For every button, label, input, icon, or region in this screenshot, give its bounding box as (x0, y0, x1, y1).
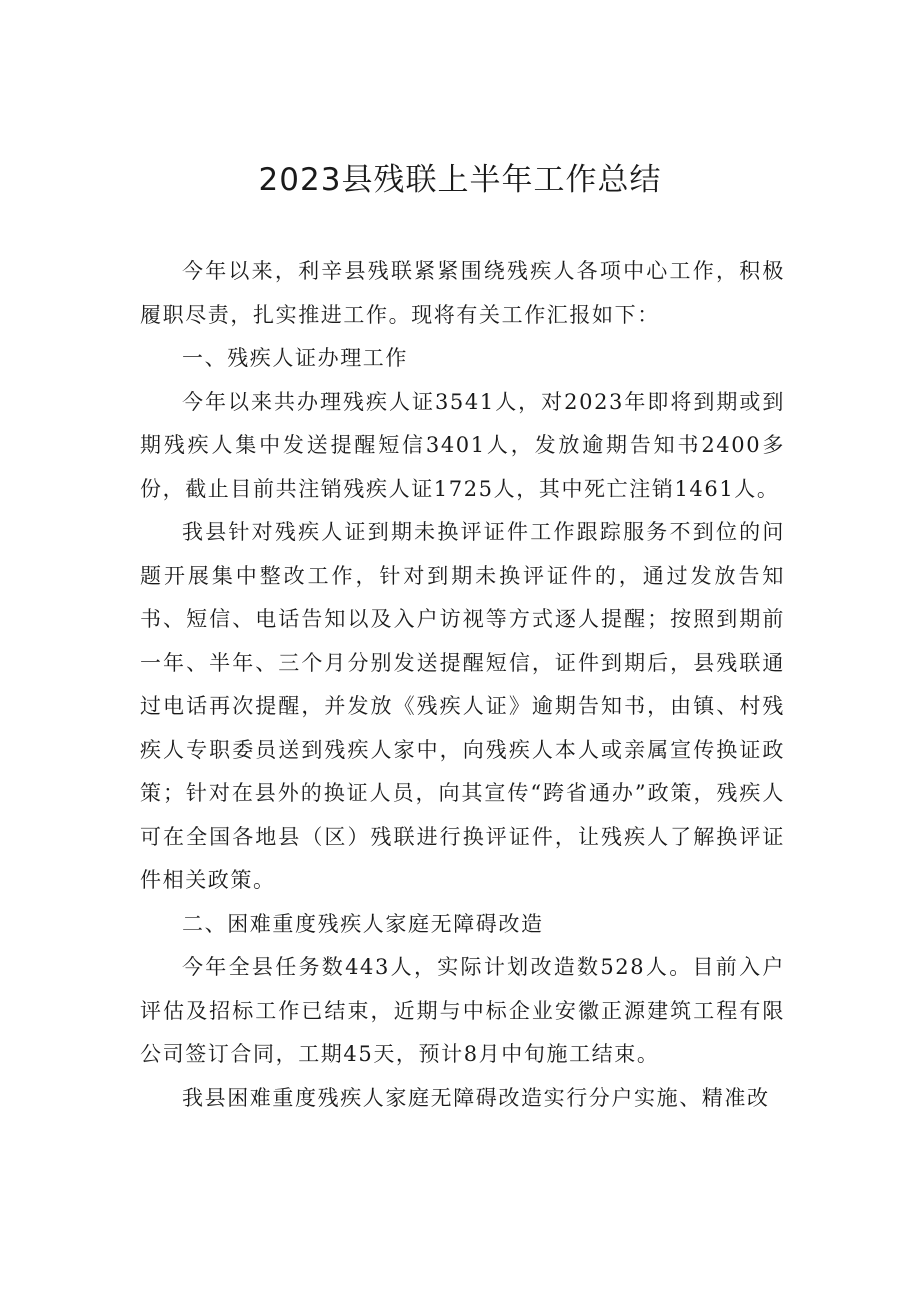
section1-paragraph-1: 今年以来共办理残疾人证3541人，对2023年即将到期或到期残疾人集中发送提醒短信3401人，发放逾期告知书2400多份，截止目前共注销残疾人证1725人，其中死亡注销1461人。 (140, 389, 785, 501)
section1-paragraph-2: 我县针对残疾人证到期未换评证件工作跟踪服务不到位的问题开展集中整改工作，针对到期未换评证件的，通过发放告知书、短信、电话告知以及入户访视等方式逐人提醒；按照到期前一年、半年、三个月分别发送提醒短信，证件到期后，县残联通过电话再次提醒，并发放《残疾人证》逾期告知书，由镇、村残疾人专职委员送到残疾人家中，向残疾人本人或亲属宣传换证政策；针对在县外的换证人员，向其宣传“跨省通办”政策，残疾人可在全国各地县（区）残联进行换评证件，让残疾人了解换评证件相关政策。 (140, 520, 785, 892)
section-heading-1: 一、残疾人证办理工作 (182, 346, 408, 370)
document-body (140, 250, 785, 1120)
section2-paragraph-1: 今年全县任务数443人，实际计划改造数528人。目前入户评估及招标工作已结束，近期与中标企业安徽正源建筑工程有限公司签订合同，工期45天，预计8月中旬施工结束。 (140, 955, 785, 1066)
intro-paragraph: 今年以来，利辛县残联紧紧围绕残疾人各项中心工作，积极履职尽责，扎实推进工作。现将有关工作汇报如下： (140, 259, 785, 327)
section-heading-2: 二、困难重度残疾人家庭无障碍改造 (182, 911, 544, 936)
section2-paragraph-2: 我县困难重度残疾人家庭无障碍改造实行分户实施、精准改 (182, 1085, 770, 1110)
document-title: 2023县残联上半年工作总结 (258, 162, 662, 198)
